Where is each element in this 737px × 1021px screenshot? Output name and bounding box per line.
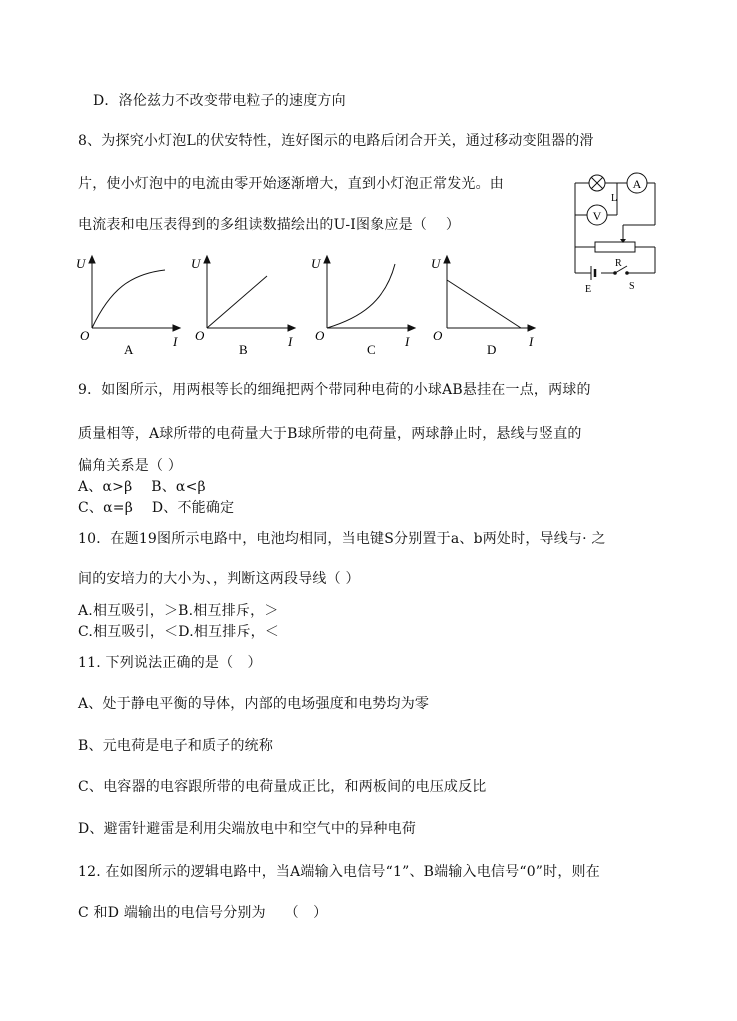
q11-stem: 11. 下列说法正确的是（ ）: [78, 655, 262, 671]
q11-option-c: C、电容器的电容跟所带的电荷量成正比，和两板间的电压成反比: [78, 779, 487, 795]
q8-stem-line2: 片，使小灯泡中的电流由零开始逐渐增大，直到小灯泡正常发光。由: [78, 176, 504, 192]
origin-label: O: [315, 328, 325, 343]
u-axis-label: U: [191, 256, 201, 271]
rheostat-label: R: [615, 258, 622, 269]
q10-options-cd: C.相互吸引，＜D.相互排斥，＜: [78, 624, 280, 640]
q9-stem-line1: 9．如图所示，用两根等长的细绳把两个带同种电荷的小球AB悬挂在一点，两球的: [78, 382, 591, 398]
battery-icon: [591, 266, 595, 280]
lamp-icon: [589, 175, 605, 191]
curve-a: [92, 270, 165, 328]
ammeter-icon: [627, 173, 647, 193]
i-axis-label: I: [529, 334, 534, 349]
origin-label: O: [80, 328, 90, 343]
curve-b: [207, 276, 267, 328]
q8-stem-line3: 电流表和电压表得到的多组读数描绘出的U-I图象应是（ ）: [78, 217, 461, 233]
q9-stem-line2: 质量相等，A球所带的电荷量大于B球所带的电荷量，两球静止时，悬线与竖直的: [78, 426, 582, 442]
q10-options-ab: A.相互吸引，＞B.相互排斥，＞: [78, 603, 279, 619]
origin-label: O: [433, 328, 443, 343]
q7-option-d: D．洛伦兹力不改变带电粒子的速度方向: [93, 93, 346, 109]
graph-option-c: [305, 250, 425, 360]
option-label-b: B: [239, 342, 248, 357]
option-label-c: C: [367, 342, 376, 357]
q9-options-cd: C、α=β D、不能确定: [78, 500, 235, 516]
i-axis-label: I: [288, 334, 293, 349]
lamp-label: L: [611, 193, 618, 204]
graph-option-b: [185, 250, 305, 360]
switch-label: S: [629, 281, 635, 292]
graph-option-a: [70, 250, 190, 360]
q10-stem-line1: 10．在题19图所示电路中，电池均相同，当电键S分别置于a、b两处时，导线与· 之: [78, 531, 606, 547]
option-label-d: D: [487, 342, 497, 357]
q10-stem-line2: 间的安培力的大小为、，判断这两段导线（ ）: [78, 571, 360, 587]
u-axis-label: U: [311, 256, 321, 271]
ammeter-label: A: [632, 177, 642, 191]
q11-option-d: D、避雷针避雷是利用尖端放电中和空气中的异种电荷: [78, 821, 417, 837]
q11-option-b: B、元电荷是电子和质子的统称: [78, 738, 274, 754]
q9-stem-line3: 偏角关系是（ ）: [78, 458, 183, 474]
option-label-a: A: [124, 342, 134, 357]
q8-stem-line1: 8、为探究小灯泡L的伏安特性，连好图示的电路后闭合开关，通过移动变阻器的滑: [78, 133, 594, 149]
i-axis-label: I: [405, 334, 410, 349]
battery-label: E: [585, 284, 592, 295]
q9-options-ab: A、α>β B、α<β: [78, 479, 206, 495]
graph-option-d: [425, 250, 545, 360]
q12-stem-line2: C 和D 端输出的电信号分别为 （ ）: [78, 905, 328, 921]
u-axis-label: U: [431, 256, 441, 271]
q11-option-a: A、处于静电平衡的导体，内部的电场强度和电势均为零: [78, 696, 430, 712]
origin-label: O: [195, 328, 205, 343]
voltmeter-icon: [587, 205, 607, 225]
q12-stem-line1: 12. 在如图所示的逻辑电路中，当A端输入电信号“1”、B端输入电信号“0”时，则在: [78, 864, 600, 880]
curve-d: [447, 280, 521, 328]
rheostat-icon: [595, 239, 635, 252]
voltmeter-label: V: [592, 209, 602, 223]
u-axis-label: U: [76, 256, 86, 271]
q8-circuit-diagram: [565, 165, 665, 295]
i-axis-label: I: [173, 334, 178, 349]
curve-c: [327, 264, 395, 328]
